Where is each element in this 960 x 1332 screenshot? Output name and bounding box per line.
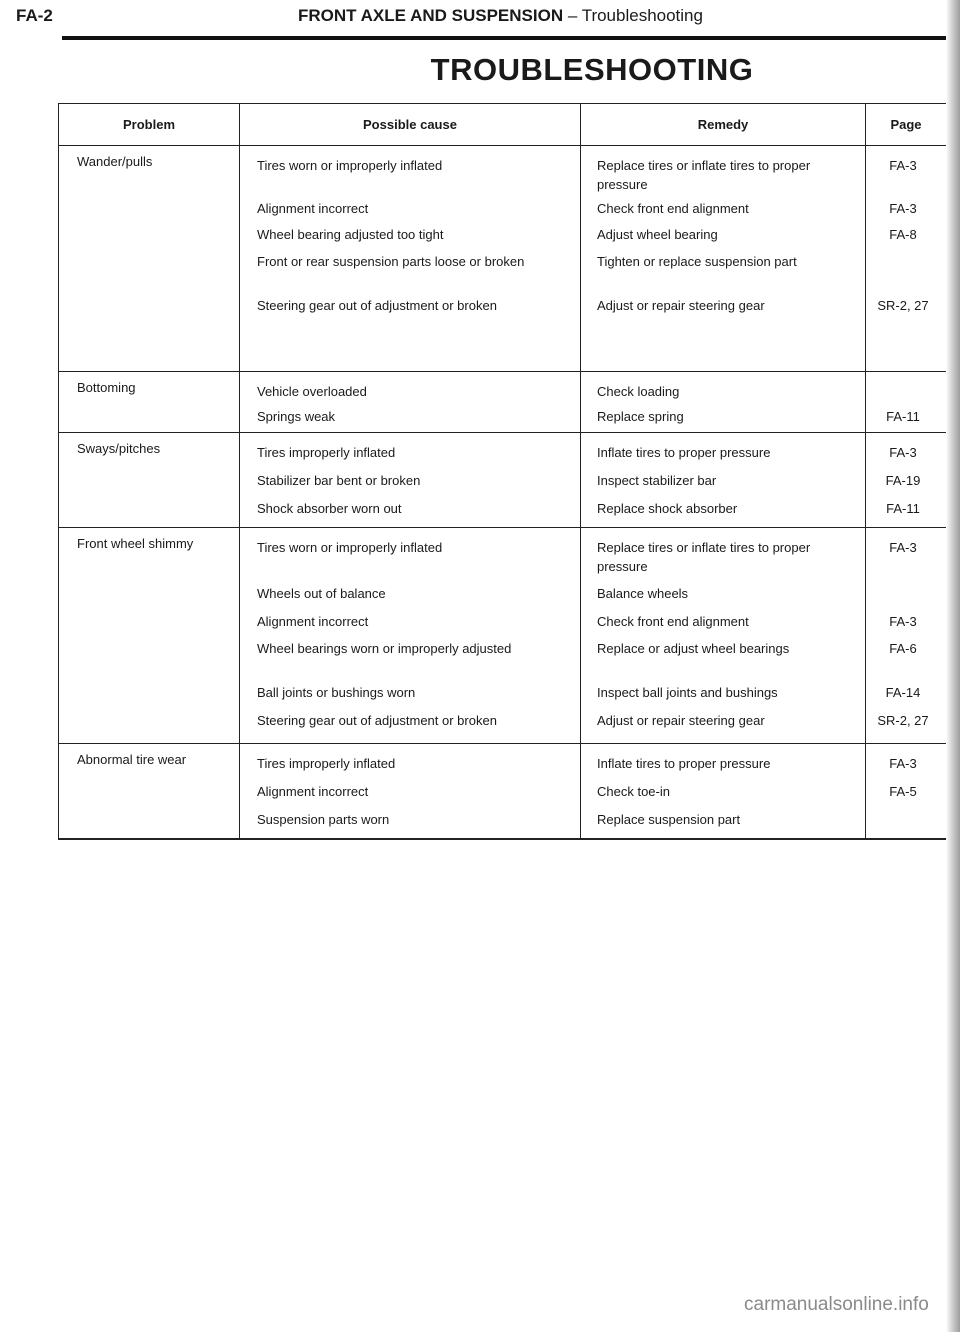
cause-text: Alignment incorrect — [257, 784, 369, 799]
remedy-item — [581, 810, 865, 838]
remedy-text: Replace or adjust wheel bearings — [597, 641, 790, 656]
table-body — [59, 146, 947, 840]
cause-item — [240, 407, 580, 432]
cause-text: Front or rear suspension parts loose or broken — [257, 254, 525, 269]
page-item — [866, 639, 946, 683]
problem-cell: Sways/pitches — [59, 433, 240, 528]
remedy-text: Balance wheels — [597, 586, 689, 601]
problem-cell: Abnormal tire wear — [59, 744, 240, 840]
remedy-item — [581, 382, 865, 407]
remedy-item — [581, 754, 865, 782]
page-item — [866, 156, 946, 199]
cause-text: Stabilizer bar bent or broken — [257, 473, 421, 488]
remedy-text: Replace shock absorber — [597, 501, 738, 516]
remedy-item — [581, 471, 865, 499]
page-item — [866, 782, 946, 810]
table-row — [59, 528, 947, 744]
remedy-text: Replace suspension part — [597, 812, 741, 827]
page-text: FA-8 — [889, 227, 917, 242]
page-text: FA-3 — [889, 445, 917, 460]
page-cell — [866, 146, 947, 372]
cause-item — [240, 612, 580, 639]
cause-text: Tires worn or improperly inflated — [257, 540, 443, 555]
page-text: FA-3 — [889, 756, 917, 771]
cause-text: Steering gear out of adjustment or broken — [257, 298, 497, 313]
remedy-text: Check toe-in — [597, 784, 670, 799]
remedy-item — [581, 499, 865, 527]
cause-text: Tires worn or improperly inflated — [257, 158, 443, 173]
remedy-text: Replace tires or inflate tires to proper pressure — [597, 540, 811, 574]
table-row — [59, 372, 947, 433]
cause-text: Steering gear out of adjustment or broken — [257, 713, 497, 728]
cause-item — [240, 584, 580, 612]
cause-item — [240, 639, 580, 683]
cause-text: Tires improperly inflated — [257, 445, 396, 460]
remedy-cell — [581, 146, 866, 372]
table-header-row — [59, 104, 947, 146]
page-text: FA-11 — [886, 501, 920, 516]
page-number: FA-2 — [16, 6, 53, 25]
remedy-cell — [581, 372, 866, 433]
remedy-cell — [581, 744, 866, 840]
remedy-item — [581, 639, 865, 683]
remedy-text: Adjust or repair steering gear — [597, 298, 765, 313]
cause-item — [240, 754, 580, 782]
cause-text: Wheels out of balance — [257, 586, 386, 601]
page-text: SR-2, 27 — [877, 298, 929, 313]
cause-cell — [240, 744, 581, 840]
remedy-cell — [581, 433, 866, 528]
remedy-text: Replace tires or inflate tires to proper pressure — [597, 158, 811, 192]
table-row — [59, 433, 947, 528]
remedy-item — [581, 711, 865, 739]
page-item — [866, 810, 946, 838]
cause-item — [240, 199, 580, 225]
cause-item — [240, 382, 580, 407]
page-item — [866, 296, 946, 332]
section-subtitle: – Troubleshooting — [563, 6, 703, 25]
cause-item — [240, 538, 580, 584]
cause-item — [240, 471, 580, 499]
header-possible-cause: Possible cause — [240, 104, 581, 146]
page-item — [866, 499, 946, 527]
table-header — [59, 104, 947, 146]
page-text: FA-3 — [889, 614, 917, 629]
remedy-item — [581, 252, 865, 296]
page-item — [866, 225, 946, 252]
remedy-item — [581, 296, 865, 332]
page-item — [866, 584, 946, 612]
page-text: FA-6 — [889, 641, 917, 656]
header-remedy: Remedy — [581, 104, 866, 146]
remedy-item — [581, 225, 865, 252]
problem-cell: Bottoming — [59, 372, 240, 433]
page-cell — [866, 528, 947, 744]
page-cell — [866, 372, 947, 433]
cause-cell — [240, 146, 581, 372]
cause-item — [240, 296, 580, 332]
remedy-item — [581, 612, 865, 639]
page-item — [866, 538, 946, 584]
document-title: TROUBLESHOOTING — [430, 52, 754, 87]
cause-item — [240, 443, 580, 471]
remedy-text: Adjust wheel bearing — [597, 227, 718, 242]
remedy-item — [581, 407, 865, 432]
page-text: FA-14 — [885, 685, 921, 700]
problem-cell: Front wheel shimmy — [59, 528, 240, 744]
cause-text: Wheel bearing adjusted too tight — [257, 227, 444, 242]
page-text: SR-2, 27 — [877, 713, 929, 728]
remedy-item — [581, 443, 865, 471]
page-item — [866, 252, 946, 296]
header-rule — [62, 36, 950, 40]
cause-cell — [240, 528, 581, 744]
cause-text: Tires improperly inflated — [257, 756, 396, 771]
page-cell — [866, 433, 947, 528]
cause-item — [240, 810, 580, 838]
cause-text: Springs weak — [257, 409, 336, 424]
page-cell — [866, 744, 947, 840]
remedy-item — [581, 538, 865, 584]
cause-cell — [240, 433, 581, 528]
cause-text: Suspension parts worn — [257, 812, 390, 827]
cause-item — [240, 711, 580, 739]
table-row — [59, 744, 947, 840]
page-text: FA-3 — [889, 158, 917, 173]
remedy-text: Adjust or repair steering gear — [597, 713, 765, 728]
remedy-text: Inflate tires to proper pressure — [597, 445, 771, 460]
cause-text: Ball joints or bushings worn — [257, 685, 416, 700]
remedy-text: Tighten or replace suspension part — [597, 254, 797, 269]
remedy-item — [581, 584, 865, 612]
cause-item — [240, 225, 580, 252]
page-item — [866, 199, 946, 225]
cause-text: Alignment incorrect — [257, 201, 369, 216]
page-text: FA-3 — [889, 540, 917, 555]
cause-cell — [240, 372, 581, 433]
cause-text: Alignment incorrect — [257, 614, 369, 629]
remedy-cell — [581, 528, 866, 744]
troubleshooting-table — [58, 103, 947, 840]
problem-cell: Wander/pulls — [59, 146, 240, 372]
page-item — [866, 711, 946, 739]
remedy-text: Replace spring — [597, 409, 684, 424]
page-item — [866, 754, 946, 782]
page-item — [866, 612, 946, 639]
section-title-main: FRONT AXLE AND SUSPENSION — [298, 6, 564, 25]
remedy-text: Inspect ball joints and bushings — [597, 685, 778, 700]
remedy-item — [581, 683, 865, 711]
remedy-text: Inflate tires to proper pressure — [597, 756, 771, 771]
remedy-text: Check front end alignment — [597, 614, 749, 629]
page-text: FA-11 — [886, 409, 920, 424]
remedy-item — [581, 156, 865, 199]
cause-item — [240, 499, 580, 527]
page-item — [866, 382, 946, 407]
page-text: FA-5 — [889, 784, 917, 799]
page-text: FA-19 — [885, 473, 921, 488]
remedy-item — [581, 199, 865, 225]
cause-text: Vehicle overloaded — [257, 384, 367, 399]
scan-edge — [946, 0, 960, 1332]
cause-item — [240, 782, 580, 810]
page-text: FA-3 — [889, 201, 917, 216]
page-header — [8, 0, 952, 34]
page-item — [866, 443, 946, 471]
page-item — [866, 683, 946, 711]
watermark: carmanualsonline.info — [744, 1294, 929, 1315]
cause-text: Wheel bearings worn or improperly adjusted — [257, 641, 512, 656]
table-row — [59, 146, 947, 372]
section-title — [298, 6, 703, 26]
cause-item — [240, 156, 580, 199]
page-item — [866, 407, 946, 432]
cause-item — [240, 683, 580, 711]
remedy-text: Check front end alignment — [597, 201, 749, 216]
header-page: Page — [866, 104, 947, 146]
remedy-text: Inspect stabilizer bar — [597, 473, 717, 488]
remedy-item — [581, 782, 865, 810]
remedy-text: Check loading — [597, 384, 680, 399]
page-item — [866, 471, 946, 499]
header-problem: Problem — [59, 104, 240, 146]
cause-item — [240, 252, 580, 296]
cause-text: Shock absorber worn out — [257, 501, 402, 516]
